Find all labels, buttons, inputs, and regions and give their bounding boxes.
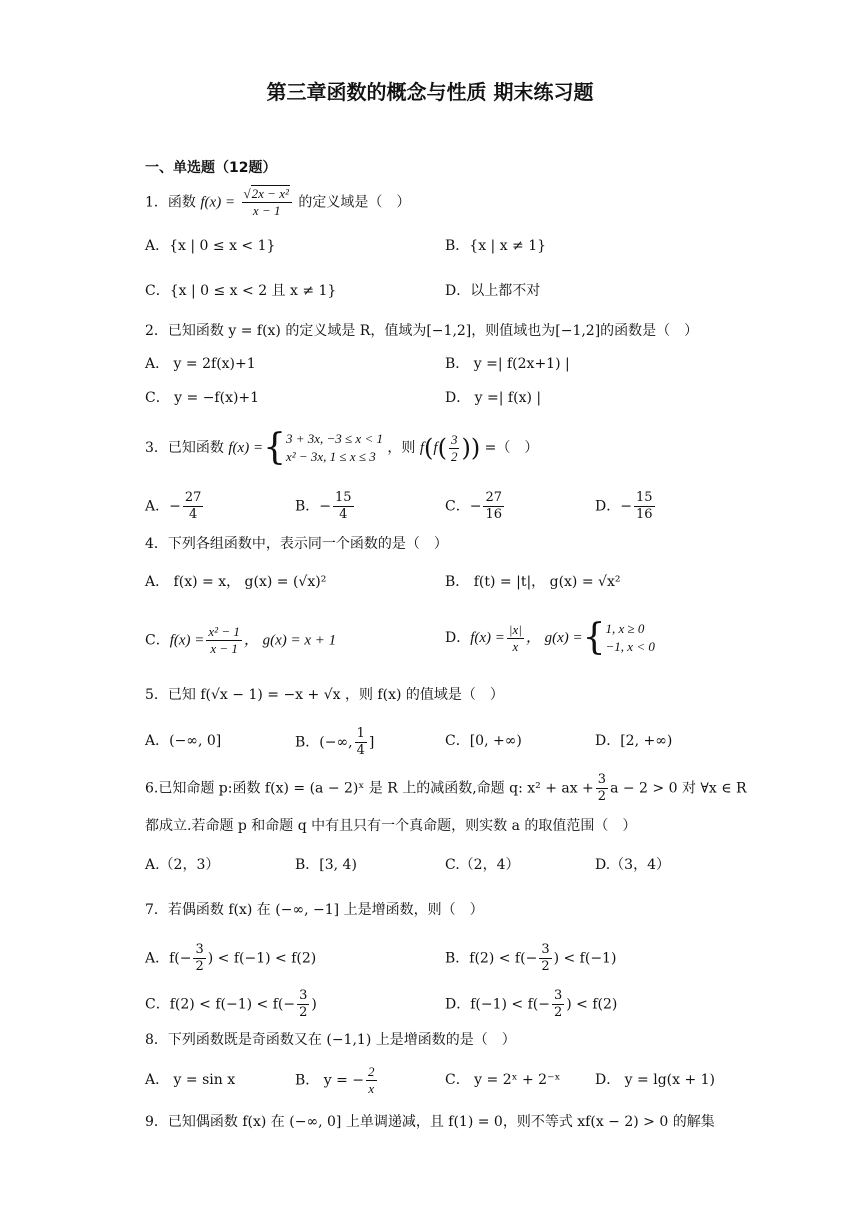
q2-option-a: A． y = 2f(x)+1 xyxy=(145,356,256,372)
q3-case-2: x² − 3x, 1 ≤ x ≤ 3 xyxy=(285,449,376,464)
q1-option-b: B．{x | x ≠ 1} xyxy=(445,238,547,254)
q2-option-c: C． y = −f(x)+1 xyxy=(145,390,260,406)
question-8: 8．下列函数既是奇函数又在 (−1,1) 上是增函数的是（ ） xyxy=(145,1032,516,1048)
q7-option-b: B．f(2) < f(− $\frac{3}{2}$ ) < f(−1) xyxy=(445,942,617,974)
q6-option-c: C.（2，4） xyxy=(445,857,520,873)
q1-lhs: f(x) = xyxy=(200,194,236,211)
q3-post: =（ ） xyxy=(484,440,539,456)
q6-option-b: B．[3, 4) xyxy=(295,857,357,873)
q4-option-a: A． f(x) = x， g(x) = (√x)² xyxy=(145,574,327,590)
q5-option-a: A．(−∞, 0] xyxy=(145,733,222,749)
q3-option-c: C．− $\frac{27}{16}$ xyxy=(445,490,502,522)
question-2: 2．已知函数 y = f(x) 的定义域是 R，值域为[−1,2]，则值域也为[−1,2]的函数是（ ） xyxy=(145,323,699,339)
q8-option-b: B． y = − $\frac{2}{x}$ xyxy=(295,1064,375,1096)
page-title: 第三章函数的概念与性质 期末练习题 xyxy=(266,80,594,104)
question-4: 4．下列各组函数中，表示同一个函数的是（ ） xyxy=(145,536,448,552)
q2-option-d: D． y =| f(x) | xyxy=(445,390,542,406)
section-heading: 一、单选题（12题） xyxy=(145,160,277,176)
q5-option-b: B．(−∞, $\frac{1}{4}$ ] xyxy=(295,726,375,758)
q1-option-d: D．以上都不对 xyxy=(445,283,541,299)
q1-option-c: C．{x | 0 ≤ x < 2 且 x ≠ 1} xyxy=(145,283,337,299)
question-7: 7．若偶函数 f(x) 在 (−∞, −1] 上是增函数，则（ ） xyxy=(145,902,484,918)
question-1 xyxy=(145,186,410,219)
q6-option-d: D.（3，4） xyxy=(595,857,670,873)
q3-cases xyxy=(286,430,383,466)
q7-option-c: C．f(2) < f(−1) < f(− $\frac{3}{2}$ ) xyxy=(145,988,317,1020)
q5-option-c: C．[0, +∞) xyxy=(445,733,522,749)
q3-option-d: D．− $\frac{15}{16}$ xyxy=(595,490,653,522)
q1-number: 1． xyxy=(145,194,168,211)
question-3: 3．已知函数 f(x) ={ 3 + 3x, −3 ≤ x < 1 x² − 3x, 1 ≤ x ≤ 3 ，则 f(f( $\frac{3}{2}$ )) =（ ） xyxy=(145,427,539,468)
q1-option-a: A．{x | 0 ≤ x < 1} xyxy=(145,238,276,254)
q3-case-1: 3 + 3x, −3 ≤ x < 1 xyxy=(285,431,383,446)
q7-option-a: A．f(− $\frac{3}{2}$ ) < f(−1) < f(2) xyxy=(145,942,317,974)
question-5: 5．已知 f(√x − 1) = −x + √x ，则 f(x) 的值域是（ ） xyxy=(145,687,504,703)
q4-option-c: C．f(x) = $\frac{\text{x² − 1}}{x - 1}$ ， g(x) = x + 1 xyxy=(145,624,337,656)
q1-frac-num: 2x − x² xyxy=(251,186,289,201)
q3-pre: 3．已知函数 xyxy=(145,440,224,456)
q3-mid: ，则 xyxy=(387,440,416,456)
q8-option-a: A． y = sin x xyxy=(145,1072,236,1088)
q4-option-d: D．f(x) = $\frac{|x|}{x}$ ， g(x) ={ 1, x ≥ 0 −1, x < 0 xyxy=(445,617,655,658)
q7-option-d: D．f(−1) < f(− $\frac{3}{2}$ ) < f(2) xyxy=(445,988,618,1020)
q5-option-d: D．[2, +∞) xyxy=(595,733,673,749)
q2-option-b: B． y =| f(2x+1) | xyxy=(445,356,570,372)
q3-option-a: A．− $\frac{27}{4}$ xyxy=(145,490,202,522)
q1-post: 的定义域是（ ） xyxy=(298,194,411,211)
q3-ask-inner-f: f xyxy=(433,440,438,456)
q1-pre: 函数 xyxy=(167,194,196,211)
q3-ask-f: f xyxy=(419,440,425,456)
q3-lhs: f(x) = xyxy=(228,440,264,456)
q1-fraction: $\frac{\text{√2x − x²}}{x - 1}$ xyxy=(242,186,292,219)
q1-frac-den: x − 1 xyxy=(252,203,281,218)
q8-option-c: C． y = 2ˣ + 2⁻ˣ xyxy=(445,1072,561,1088)
q3-option-b: B．− $\frac{15}{4}$ xyxy=(295,490,352,522)
q6-option-a: A.（2，3） xyxy=(145,857,220,873)
question-6-line-2: 都成立.若命题 p 和命题 q 中有且只有一个真命题，则实数 a 的取值范围（ ） xyxy=(145,818,637,834)
question-9: 9．已知偶函数 f(x) 在 (−∞, 0] 上单调递减，且 f(1) = 0，则不等式 xf(x − 2) > 0 的解集 xyxy=(145,1114,715,1130)
q4-option-b: B． f(t) = |t|， g(x) = √x² xyxy=(445,574,621,590)
q8-option-d: D． y = lg(x + 1) xyxy=(595,1072,716,1088)
q3-ask-fraction: $\frac{3}{2}$ xyxy=(450,431,458,464)
question-6-line-1: 6.已知命题 p:函数 f(x) = (a − 2)ˣ 是 R 上的减函数,命题 q: x² + ax + $\frac{3}{2}$ a − 2 > 0 对 ∀x ∈ R xyxy=(145,772,747,804)
